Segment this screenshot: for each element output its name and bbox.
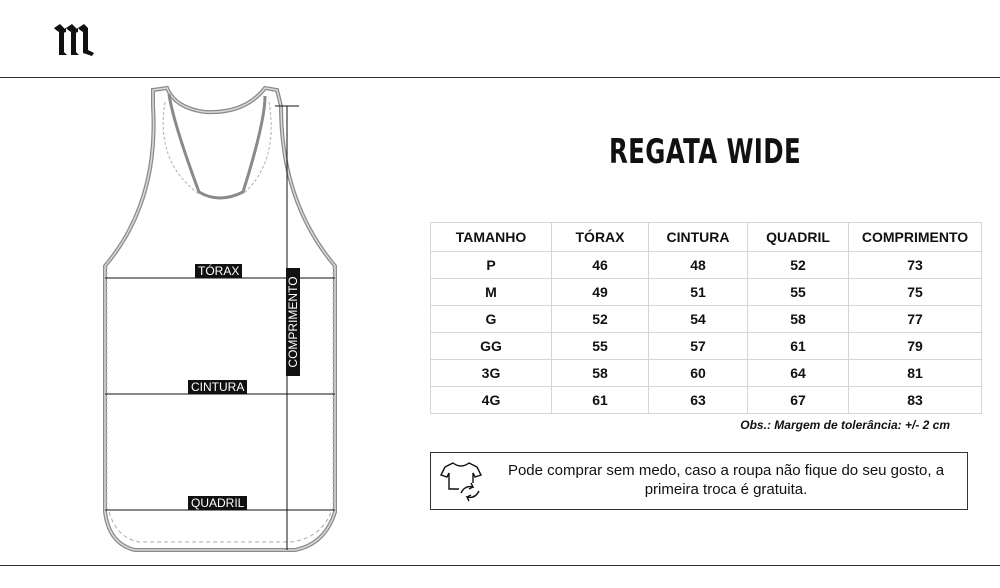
exchange-message-line1: Pode comprar sem medo, caso a roupa não fique do seu gosto, a	[507, 462, 945, 479]
chest-label: TÓRAX	[195, 264, 242, 278]
table-cell: 61	[552, 387, 649, 414]
table-cell: 58	[748, 306, 849, 333]
shirt-exchange-icon	[439, 459, 483, 503]
table-cell: 79	[849, 333, 982, 360]
column-header: TAMANHO	[431, 223, 552, 252]
table-cell: 55	[748, 279, 849, 306]
table-row	[431, 279, 982, 306]
table-cell: 57	[649, 333, 748, 360]
table-cell: M	[431, 279, 552, 306]
table-cell: 67	[748, 387, 849, 414]
table-row	[431, 360, 982, 387]
column-header: TÓRAX	[552, 223, 649, 252]
table-cell: 54	[649, 306, 748, 333]
table-header-row	[431, 223, 982, 252]
table-cell: 48	[649, 252, 748, 279]
table-cell: 81	[849, 360, 982, 387]
tank-top-diagram	[95, 82, 355, 562]
column-header: CINTURA	[649, 223, 748, 252]
hip-label: QUADRIL	[188, 496, 247, 510]
table-cell: 4G	[431, 387, 552, 414]
table-cell: 58	[552, 360, 649, 387]
table-cell: 51	[649, 279, 748, 306]
table-cell: 60	[649, 360, 748, 387]
table-row	[431, 306, 982, 333]
brand-logo-icon	[52, 22, 98, 58]
product-title: REGATA WIDE	[608, 132, 802, 172]
column-header: COMPRIMENTO	[849, 223, 982, 252]
tolerance-note: Obs.: Margem de tolerância: +/- 2 cm	[740, 418, 950, 432]
size-table	[430, 222, 982, 414]
table-cell: 49	[552, 279, 649, 306]
exchange-message	[489, 461, 963, 499]
table-cell: 63	[649, 387, 748, 414]
column-header: QUADRIL	[748, 223, 849, 252]
header-divider	[0, 77, 1000, 78]
table-cell: P	[431, 252, 552, 279]
footer-divider	[0, 565, 1000, 566]
table-row	[431, 387, 982, 414]
table-cell: 73	[849, 252, 982, 279]
table-row	[431, 333, 982, 360]
table-cell: 64	[748, 360, 849, 387]
table-cell: G	[431, 306, 552, 333]
exchange-notice	[430, 452, 968, 510]
table-cell: 52	[552, 306, 649, 333]
table-cell: 61	[748, 333, 849, 360]
table-cell: 55	[552, 333, 649, 360]
table-row	[431, 252, 982, 279]
table-cell: 83	[849, 387, 982, 414]
table-cell: 75	[849, 279, 982, 306]
table-cell: 77	[849, 306, 982, 333]
table-cell: 52	[748, 252, 849, 279]
table-cell: GG	[431, 333, 552, 360]
table-cell: 46	[552, 252, 649, 279]
length-label: COMPRIMENTO	[286, 268, 300, 376]
waist-label: CINTURA	[188, 380, 247, 394]
exchange-message-line2: primeira troca é gratuita.	[644, 481, 808, 498]
table-cell: 3G	[431, 360, 552, 387]
